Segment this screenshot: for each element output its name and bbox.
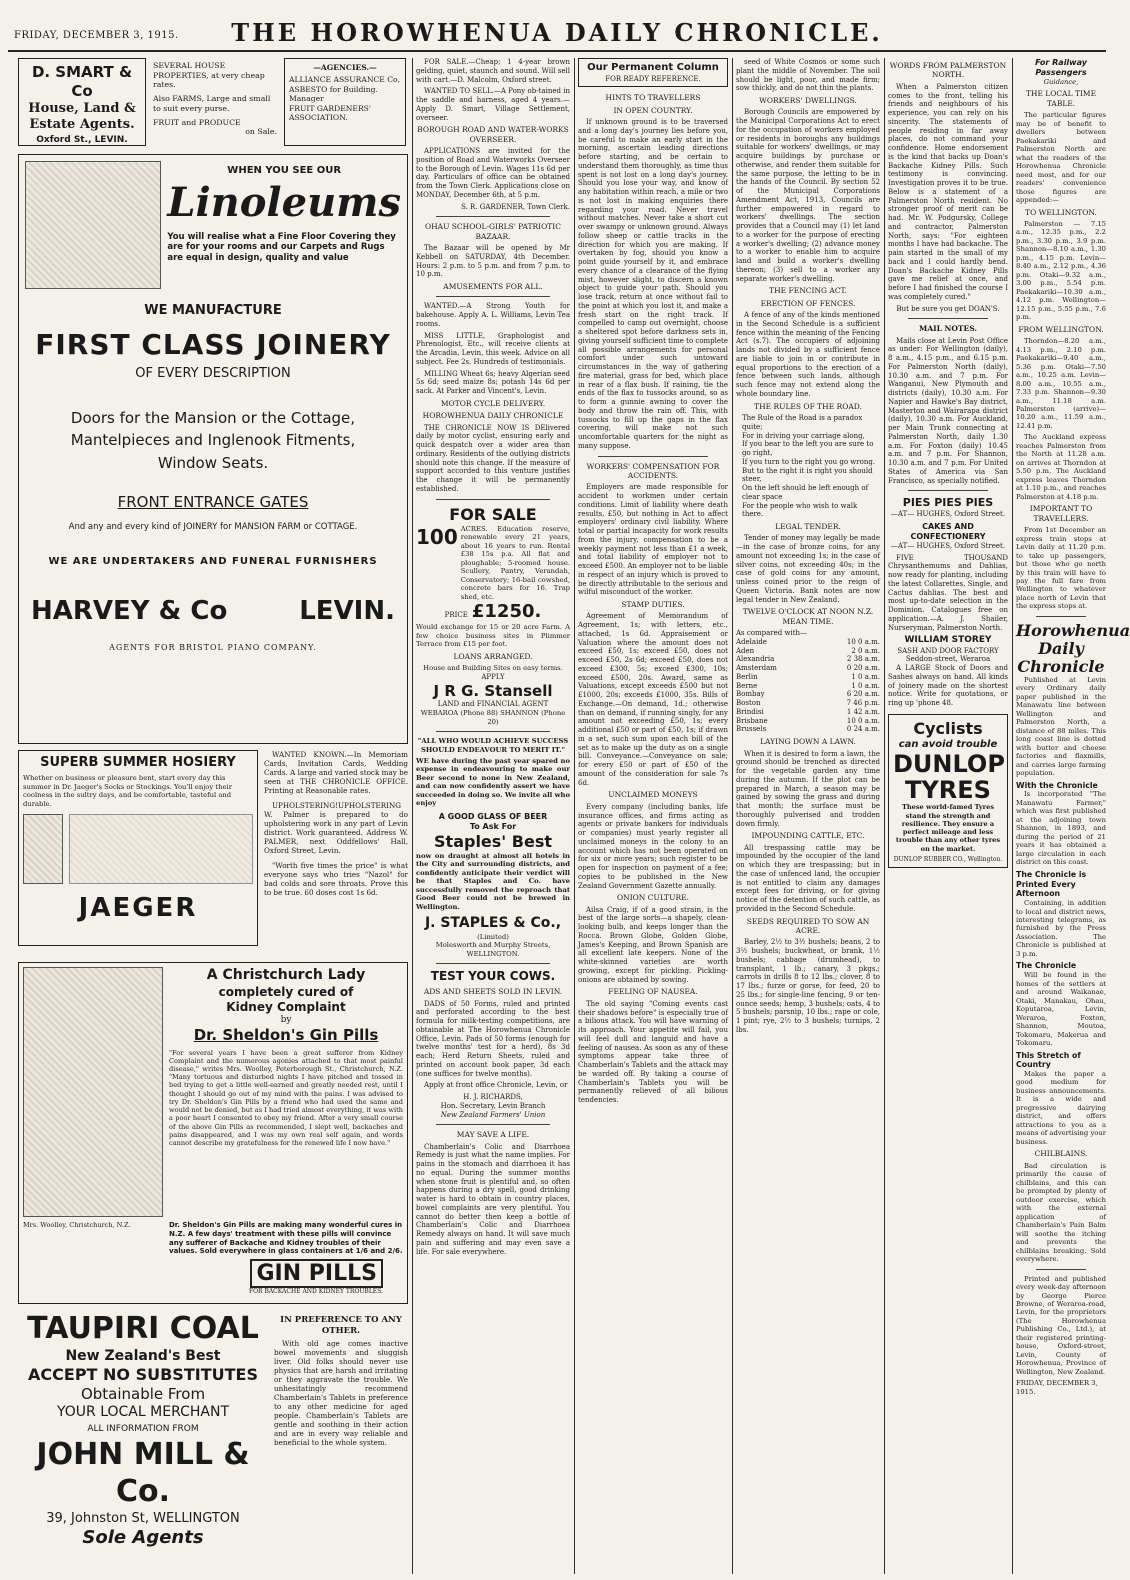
nausea-title: FEELING OF NAUSEA. xyxy=(608,987,698,997)
permanent-column-header xyxy=(578,58,728,87)
time-row xyxy=(736,708,880,717)
lawn-text: When it is desired to form a lawn, the ground should be trenched as directed for the vegetable garden any time during the autumn. If the plot can be prepared in March, a season may be gained by sowing the grass and during that month; the surface must be thoroughly pulverised and trodden down firmly. xyxy=(736,749,880,828)
taupiri-row xyxy=(18,1310,408,1549)
express-text: The Auckland express reaches Palmerston from the North at 11.28 a.m. on arrives at Thorndon at 5.50 p.m. The Auckland express leaves Thorndon at 1.10 p.m., and reaches Palmerston at 4.18 p.m. xyxy=(1016,433,1106,501)
time-value: 2 38 a.m. xyxy=(846,655,880,664)
circ-title: The Chronicle xyxy=(1016,961,1077,971)
classified-heading: AMUSEMENTS FOR ALL. xyxy=(443,282,543,291)
time-row xyxy=(736,664,880,673)
preference-text: With old age comes inactive bowel movements and sluggish liver. Old folks should never use physics that are harsh and irritating or they aggravate the trouble. We unhesitatingly recommend Chamberlain's Tablets in preference to any other medicine for aged people. Chamberlain's Tablets are gentle and soothing in their action and are in every way reliable and beneficial to the whole system. xyxy=(274,1339,408,1448)
road-line: If you turn to the right you go wrong. xyxy=(742,457,876,466)
staples-best: Staples' Best xyxy=(434,831,552,851)
forsale-terms: Would exchange for 15 or 20 acre Farm. A few choice business sites in Plimmer Terrace from £15 per foot. xyxy=(416,623,570,649)
time-row xyxy=(736,717,880,726)
stretch-text: Makes the paper a good medium for business announcements. It is a wide and progressive dairying district, and offers attractions to you as a means of advertising your business. xyxy=(1016,1069,1106,1146)
time-value: 1 42 a.m. xyxy=(846,707,880,716)
classified-heading: MOTOR CYCLE DELIVERY. xyxy=(440,398,546,408)
time-place: Boston xyxy=(736,699,761,708)
cows-sub: ADS AND SHEETS SOLD IN LEVIN. xyxy=(423,987,563,997)
column-1 xyxy=(18,58,408,1570)
time-value: 1 0 a.m. xyxy=(851,681,880,690)
agencies-line: Manager xyxy=(289,94,324,104)
time-place: Adelaide xyxy=(736,637,767,646)
gates-heading: FRONT ENTRANCE GATES xyxy=(117,492,309,511)
cows-role: Hon. Secretary, Levin Branch xyxy=(440,1101,546,1110)
nausea-text: The old saying "Coming events cast their shadows before" is especially true of a bilious attack. You will have warning of its approach. Your appetite will fail, you will feel dull and languid and have a feeling of nausea. As soon as any of these symptoms appear take three of Chamberlain's Tablets and the attack may be warded off. By taking a course of Chamberlain's Tablets you will be permanently relieved of all bilious tendencies. xyxy=(578,999,728,1104)
forsale-house: House and Building Sites on easy terms. xyxy=(423,664,563,673)
staples-ask: To Ask For xyxy=(469,821,517,831)
smart-ad xyxy=(18,58,146,146)
onion-text: Ailsa Craig, if of a good strain, is the best of the large sorts—a shapely, clean-looking bulb, and keeps longer than the Rocca. Brown Globe, Golden Globe, James's Keeping, and Brown Spanish are all excellent late keepers. None of the white-skinned varieties are worth growing, except for pickling. Pickling-onions are obtained by sowing. xyxy=(578,905,728,984)
hints-text: If unknown ground is to be traversed and a long day's journey lies before you, be careful to make an early start in the morning, ascertain leading directions before starting, and be certain to understand them thoroughly, as time thus spent is not lost on a long day's journey. Should you lose your way, and know of any habitation within reach, a mile or two is not lost in making enquiries there regarding your road. Never travel without matches. Never take a short cut over swampy or unknown ground. Always follow sheep or cattle tracks in the direction for which you are making. If overtaken by fog, should you know a point guide yourself by it, and embrace every chance of a clearance of the flying mist, however slight, to discern a known object to guide your path. Should you lose track, return at once without fail to the point at which you lost it, and make a fresh start on the right track. If compelled to camp out overnight, choose a sheltered spot before darkness sets in, giving yourself sufficient time to complete all possible arrangements for personal comfort under such untoward circumstances in the way of gathering fire material, grass for bed, which place in rear of a flax bush. If raining, tie the ends of the flax to tussocks around, so as to form a gunnie awning to cover the body and throw the rain off. This, with tussocks to fill up the gaps in the flax covering, will make not such uncomfortable quarters for the night as many suppose. xyxy=(578,118,729,450)
imprint-date: FRIDAY, DECEMBER 3, 1915. xyxy=(1016,1379,1098,1396)
time-value: 1 0 a.m. xyxy=(851,672,880,681)
taupiri-agents: Sole Agents xyxy=(82,1526,204,1548)
paper-name: Horowhenua Daily Chronicle xyxy=(1016,620,1130,676)
classified-heading: OHAU SCHOOL-GIRLS' PATRIOTIC BAZAAR. xyxy=(424,222,562,241)
smart-line3: Estate Agents. xyxy=(29,116,135,132)
column-2 xyxy=(416,58,570,1570)
preference-article xyxy=(274,1310,408,1549)
chilblains-text: Bad circulation is primarily the cause of chilblains, and this can be prompted by plenty of outdoor exercise, which with the external application of Chamberlain's Pain Balm will soothe the itching and prevents the chilblains breaking. Sold everywhere. xyxy=(1016,1161,1106,1264)
classified-heading: HOROWHENUA DAILY CHRONICLE xyxy=(422,411,564,421)
mail-text: Mails close at Levin Post Office as under: For Wellington (daily), 8 a.m., 4.15 p.m., and 6.15 p.m. For Palmerston North (daily), 10.30 a.m. and 7 p.m. For Wanganui, New Plymouth and districts (daily), 10.30 a.m. For Napier and Hawke's Bay district, Masterton and Wairarapa district (daily), 10.30 a.m. For Auckland, per Main Trunk connecting at Palmerston North, daily 1.30 a.m. For Foxton (daily) 10.45 a.m. and 7 p.m. For Shannon, 10.30 a.m. and 7 p.m. For United States of America via San Francisco, as specially notified. xyxy=(888,336,1008,485)
sheldon-caption: Mrs. Woolley, Christchurch, N.Z. xyxy=(23,1221,131,1229)
dunlop-ad xyxy=(888,714,1008,868)
gates-sub: And any and every kind of JOINERY for MANSION FARM or COTTAGE. xyxy=(68,521,358,532)
staples-firm: J. STAPLES & Co., xyxy=(424,915,562,932)
lawn-title: LAYING DOWN A LAWN. xyxy=(760,737,856,747)
time-value: 6 20 a.m. xyxy=(846,690,880,699)
masthead-date: FRIDAY, DECEMBER 3, 1915. xyxy=(14,30,179,41)
with-text: Is incorporated "The Manawatu Farmer," which was first published at the adjoining town Shannon, in 1893, and during the period of 21 years it has obtained a large circulation in each district on this coast. xyxy=(1016,790,1106,867)
sheldon-testimonial: "For several years I have been a great sufferer from Kidney Complaint and the numerous agonies attached to that most painful disease," writes Mrs. Woolley, Peterborough St., Christchurch, N.Z. "Many tortuous and disturbed nights I have pitched and tossed in bed trying to get a little well-earned and greatly needed rest, until I thought I should go out of my mind with the pains. I was advised to try Dr. Sheldon's Gin Pills by a friend who had used the same and would not be denied, but as I had tried almost everything, it was with a poor heart I consented to obey my friend. After a very small course of the above Gin Pills as recommended, I slept well, backaches and pains disappeared, and I was my own real self again, and words cannot describe my gratefulness for the renewed life I now have." xyxy=(169,1048,403,1148)
forsale-row xyxy=(416,525,570,601)
storey-text: A LARGE Stock of Doors and Sashes always on hand. All kinds of joinery made on the shortest notice. Write for quotations, or ring up 'phone 48. xyxy=(888,664,1008,708)
comp-text: Employers are made responsible for accident to workmen under certain conditions. Limit of liability where death results, £50, but nothing in Act to affect employers' ordinary civil liability. Where total or partial incapacity for work results from the injury, compensation to be a weekly payment not less than £1 a week, and total liability of employer not to exceed £500. An employer not to be liable in respect of an injury which is proved to be directly attributable to the serious and wilful misconduct of the worker. xyxy=(578,483,728,597)
smart-properties-line: SEVERAL HOUSE PROPERTIES, at very cheap rates. xyxy=(153,61,265,90)
time-value: 10 0 a.m. xyxy=(846,716,880,725)
dunlop-avoid: can avoid trouble xyxy=(898,738,998,750)
gin-pills-brand: GIN PILLS xyxy=(250,1259,383,1288)
staples-glass: A GOOD GLASS OF BEER xyxy=(438,811,548,821)
smart-ad-row xyxy=(18,58,408,150)
harvey-name: HARVEY & Co xyxy=(31,595,228,626)
classified-sign: S. R. GARDENER, Town Clerk. xyxy=(461,202,570,211)
agencies-title: —AGENCIES.— xyxy=(313,63,377,72)
onion-title: ONION CULTURE. xyxy=(616,893,690,903)
permanent-title: Our Permanent Column xyxy=(587,62,719,73)
masthead-title: THE HOROWHENUA DAILY CHRONICLE. xyxy=(231,18,883,47)
linoleums-heading: Linoleums xyxy=(167,178,401,226)
forsale-agent: J R G. Stansell xyxy=(433,681,553,700)
gin-pills-sub: FOR BACKACHE AND KIDNEY TROUBLES. xyxy=(248,1287,383,1295)
storey-addr: Seddon-street, Weraroa xyxy=(905,655,991,664)
agencies-line: ALLIANCE ASSURANCE Co, xyxy=(289,75,401,85)
smart-address: Oxford St., LEVIN. xyxy=(36,135,128,145)
unclaimed-title: UNCLAIMED MONEYS xyxy=(608,790,698,800)
sheldon-footer-row xyxy=(23,1221,403,1256)
forsale-price: £1250. xyxy=(471,600,542,622)
taupiri-accept: ACCEPT NO SUBSTITUTES xyxy=(28,1365,258,1384)
time-place: Bombay xyxy=(736,690,765,699)
forsale-phones: WEBAROA (Phone 88) SHANNON (Phone 20) xyxy=(420,709,566,726)
stamp-text: Agreement of Memorandum of Agreement, 1s; with letters, etc., attached, 1s 6d. Appraisement or Valuation where the amount does not exceed £50, 1s; exceed £50, does not exceed £50, 2s 6d; exceed £50, does not exceed £300, 5s; exceed £300, 10s; exceed £500, 20s. Award, same as Valuations, except exceeds £500 but not £1000, 20s; exceeds £1000, 35s. Bills of Exchange.—On demand, 1d.; otherwise than on demand, if running singly, for any amount not exceeding £50, 1s; every additional £50 or part of £50, 1s; if drawn in a set, such sum upon each bill of the set as to make up the duty as on a single bill. Conveyance.—Conveyance on sale; for every £50 or part of £50 of the amount of the consideration for sale 7s 6d. xyxy=(578,612,728,787)
fund-text: FIVE THOUSAND Chrysanthemums and Dahlias, now ready for planting, including the latest Collarettes, Single, and Cactus dahlias. The best and most up-to-date selection in the Dominion. Catalogues free on application.—A. J. Shailer, Nurseryman, Palmerston North. xyxy=(888,553,1008,632)
masthead xyxy=(8,4,1106,52)
smart-properties-line: on Sale. xyxy=(245,127,277,137)
time-row xyxy=(736,673,880,682)
column-rule xyxy=(1012,58,1013,1574)
time-row xyxy=(736,682,880,691)
road-line: On the left should be left enough of clear space xyxy=(742,484,869,501)
lady-portrait xyxy=(23,967,163,1217)
column-rule xyxy=(574,58,575,1574)
rail-intro: The particular figures may be of benefit to dwellers between Paekakariki and Palmerston North are what the readers of the Horowhenua Chronicle need most, and for our readers' convenience those figures are appended:— xyxy=(1016,111,1106,205)
staples-quote: "ALL WHO WOULD ACHIEVE SUCCESS SHOULD ENDEAVOUR TO MERIT IT." xyxy=(417,737,569,754)
classified-heading: BOROUGH ROAD AND WATER-WORKS OVERSEER. xyxy=(417,125,569,144)
cows-union: New Zealand Farmers' Union xyxy=(440,1110,546,1119)
impound-text: All trespassing cattle may be impounded by the occupier of the land on which they are trespassing; but in the case of unfenced land, the occupier is not entitled to claim any damages except fees for driving, or for giving notice of the detention of such cattle, as provided in the Second Schedule. xyxy=(736,843,880,913)
jaeger-brand: JAEGER xyxy=(78,893,198,924)
column-4 xyxy=(736,58,880,1570)
when-you-see: WHEN YOU SEE OUR xyxy=(227,165,342,176)
time-value: 7 46 p.m. xyxy=(846,699,880,708)
mail-title: MAIL NOTES. xyxy=(919,324,977,334)
tender-text: Tender of money may legally be made—in the case of bronze coins, for any amount not exceeding 1s; in the case of silver coins, not exceeding 40s; in the case of gold coins for any amount, unless coined prior to the reign of Queen Victoria. Bank notes are now legal tender in New Zealand. xyxy=(736,534,880,604)
cakes-sub: —AT— HUGHES, Oxford Street. xyxy=(890,541,1006,550)
printed-title: The Chronicle is Printed Every Afternoon xyxy=(1016,869,1087,899)
forsale-title: FOR SALE xyxy=(449,504,537,524)
chilblains-title: CHILBLAINS. xyxy=(1034,1149,1088,1159)
from-wgtn-title: FROM WELLINGTON. xyxy=(1018,324,1104,334)
time-place: Brisbane xyxy=(736,716,768,725)
harvey-town: LEVIN. xyxy=(299,595,395,626)
smart-name: D. SMART & Co xyxy=(31,63,133,100)
time-row xyxy=(736,690,880,699)
sheldon-h2: completely cured of xyxy=(218,984,354,999)
dunlop-cyclists: Cyclists xyxy=(913,718,983,738)
sheldon-h5: Dr. Sheldon's Gin Pills xyxy=(193,1025,379,1044)
classified-ad: MILLING Wheat 6s; heavy Algerian seed 5s 6d; seed maize 8s; potash 14s 6d per sack. At Parker and Vincent's, Levin. xyxy=(416,369,570,396)
staples-text2: now on draught at almost all hotels in the City and surrounding districts, and confidently anticipate their verdict will be that Staples and Co. have successfully removed the reproach that Good Beer could not be brewed in Wellington. xyxy=(416,851,570,911)
sheldon-h3: Kidney Complaint xyxy=(226,999,346,1014)
time-row xyxy=(736,725,880,734)
road-line: If you bear to the left you are sure to go right, xyxy=(742,440,874,457)
doors-line: Window Seats. xyxy=(157,454,269,472)
time-place: Brussels xyxy=(736,725,767,734)
time-row xyxy=(736,647,880,656)
time-place: Berne xyxy=(736,681,758,690)
column-3 xyxy=(578,58,728,1570)
cosmos-text: seed of White Cosmos or some such plant the middle of November. The soil should be light, poor, and made firm; sow thickly, and do not thin the plants. xyxy=(736,58,880,93)
staples-ad xyxy=(416,737,570,958)
comp-title: WORKERS' COMPENSATION FOR ACCIDENTS. xyxy=(586,461,720,480)
with-title: With the Chronicle xyxy=(1016,780,1098,790)
taupiri-merchant: YOUR LOCAL MERCHANT xyxy=(56,1403,229,1420)
every-description: OF EVERY DESCRIPTION xyxy=(135,366,291,382)
time-row xyxy=(736,699,880,708)
time-place: Aden xyxy=(736,646,755,655)
classified-ad: THE CHRONICLE NOW IS DElivered daily by motor cyclist, ensuring early and quick despatch over a wider area than ordinary. Residents of the outlying districts should note this change. If the measure of support accorded to this venture justifies the change it will be permanently established. xyxy=(416,423,570,493)
seeds-text: Barley, 2½ to 3½ bushels; beans, 2 to 3½ bushels; buckwheat, or brank, 1½ bushels; cabbage (drumhead), to transplant, 1 lb.; canary, 3 pkgs.; carrots in drills 8 to 12 lbs.; clover, 8 to 17 lbs.; furze or gorse, for feed, 20 to 25 lbs.; for single-line fencing, 9 or ten-ounce seeds; hemp, 3 bushels; oats, 4 to 5 bushels; parsnip, 10 lbs.; rape or cole, 1 pint; rye, 2½ to 3 bushels; turnips, 2 lbs. xyxy=(736,938,880,1034)
classified-ad: FOR SALE.—Cheap; 1 4-year brown gelding, quiet, staunch and sound. Will sell with cart.—D. Malcolm, Oxford street. xyxy=(416,58,570,84)
jaeger-ad xyxy=(18,750,258,946)
important-text: From 1st December an express train stops at Levin daily at 11.20 p.m. to take up passengers, but those who go north by this train will have to pay the full fare from Wellington to whatever place north of Levin that the express stops at. xyxy=(1016,526,1106,611)
time-sub: As compared with— xyxy=(736,629,808,638)
classified-ad: WANTED TO SELL.—A Pony ob-tained in the saddle and harness, aged 4 years.—Apply D. Smart, Village Settlement, overseer. xyxy=(416,87,570,122)
undertakers: WE ARE UNDERTAKERS AND FUNERAL FURNISHERS xyxy=(48,556,378,568)
sheldon-ad xyxy=(18,962,408,1304)
gin-pills-logo xyxy=(23,1260,383,1295)
time-place: Berlin xyxy=(736,672,758,681)
jaeger-title: SUPERB SUMMER HOSIERY xyxy=(40,755,236,770)
taupiri-firm: JOHN MILL & Co. xyxy=(36,1436,250,1509)
road-title: THE RULES OF THE ROAD. xyxy=(754,401,862,411)
life-title: MAY SAVE A LIFE. xyxy=(456,1130,530,1140)
taupiri-title: TAUPIRI COAL xyxy=(27,1311,259,1346)
newspaper-page xyxy=(8,4,1130,1576)
road-line: For the people who wish to walk there. xyxy=(742,501,858,519)
fencing-title: THE FENCING ACT. xyxy=(769,286,847,296)
classified-ad: WANTED.—A Strong Youth for bakehouse. Apply A. L. Williams, Levin Tea rooms. xyxy=(416,302,570,328)
palm-text: When a Palmerston citizen comes to the front, telling his friends and neighbours of his experience, you can rely on his sincerity. The statements of people residing in far away places, do not command your confidence. Home endorsement is the kind that backs up Doan's Backache Kidney Pills. Such testimony is convincing. Investigation proves it to be true. Below is a statement of a Palmerston North resident. No stronger proof of merit can be had. Mr. W. Podgursky, College and contractor, Palmerston North, says: "For eighteen months I have had backache. The pain started in the small of my back and I could hardly bend. Doan's Backache Kidney Pills gave me relief at once, and before I had finished the course I was completely cured." xyxy=(888,82,1008,301)
classified-ad: APPLICATIONS are invited for the position of Road and Waterworks Overseer to the Borough of Levin. Wages 11s 6d per day. Particulars of office can be obtained from the Town Clerk. Applications close on MONDAY, December 6th, at 5 p.m. xyxy=(416,147,570,199)
linoleum-text xyxy=(167,161,401,289)
taupiri-info: ALL INFORMATION FROM xyxy=(87,1424,199,1435)
seeds-title: SEEDS REQUIRED TO SOW AN ACRE. xyxy=(746,916,870,935)
taupiri-ad xyxy=(18,1310,268,1549)
forsale-apply: APPLY xyxy=(481,672,505,681)
smart-line2: House, Land & xyxy=(28,100,136,116)
forsale-agent-sub: LAND and FINANCIAL AGENT xyxy=(437,700,549,709)
pies-line: PIES PIES PIES xyxy=(902,496,994,510)
time-place: Alexandria xyxy=(736,655,775,664)
room-illustration xyxy=(25,161,161,289)
column-rule xyxy=(412,58,413,1574)
we-manufacture: WE MANUFACTURE xyxy=(144,303,282,318)
smart-properties-line: FRUIT and PRODUCE xyxy=(153,117,241,127)
taupiri-best: New Zealand's Best xyxy=(65,1347,221,1364)
dunlop-foot: DUNLOP RUBBER CO., Wellington. xyxy=(893,855,1003,863)
road-line: But to the right it is right you should steer, xyxy=(742,466,873,484)
classified-ad: The Bazaar will be opened by Mr Kebbell on SATURDAY, 4th December. Hours: 2 p.m. to 5 p.m. and from 7 p.m. to 10 p.m. xyxy=(416,244,570,279)
cows-name: H. J. RICHARDS, xyxy=(463,1093,523,1102)
road-line: The Rule of the Road is a paradox quite; xyxy=(742,414,863,431)
time-value: 0 20 a.m. xyxy=(846,664,880,673)
permanent-sub: FOR READY REFERENCE. xyxy=(605,74,701,83)
published-text: Published at Levin every Ordinary daily paper published in the Manawatu line between Wellington and Palmerston North, a distance of 88 miles. This long coast line is dotted with butter and cheese factories and flaxmills, and carries large farming population. xyxy=(1016,675,1106,778)
sheldon-row xyxy=(23,967,403,1217)
linoleum-blurb: You will realise what a Fine Floor Covering they are for your rooms and our Carpets and Rugs are equal in design, quality and value xyxy=(167,231,396,263)
rail-title: For Railway Passengers xyxy=(1035,58,1087,77)
rail-local: THE LOCAL TIME TABLE. xyxy=(1025,89,1097,108)
life-text: Chamberlain's Colic and Diarrhoea Remedy is just what the name implies. For pains in the stomach and diarrhoea it has no equal. During the summer months when stone fruit is plentiful and, so often happens during a dry spell, good drinking water is hard to obtain in country places, bowel complaints are very plentiful. You cannot do better then keep a bottle of Chamberlain's Colic and Diarrhoea Remedy always on hand. It will save much pain and suffering and may even save a life. For sale everywhere. xyxy=(416,1142,570,1256)
staples-addr: Molesworth and Murphy Streets, WELLINGTON. xyxy=(435,941,551,958)
forsale-ad xyxy=(416,505,570,726)
hosiery-illustration xyxy=(23,814,63,884)
forsale-text: ACRES. Education reserve, renewable every 21 years, about 16 years to run. Rental £38 15s p.a. All flat and ploughable; 5-roomed house. Scullery, Pantry, Verandah, Conservatory; 16-bail cowshed, concrete bars for 16. Trap shed, etc. xyxy=(460,524,570,601)
tender-title: LEGAL TENDER. xyxy=(775,522,841,531)
stamp-title: STAMP DUTIES. xyxy=(621,600,685,609)
time-place: Brindisi xyxy=(736,707,764,716)
jaeger-text: Whether on business or pleasure bent, start every day this summer in Dr. Jaeger's Socks or Stockings. You'll enjoy their coolness in the sultry days, and be comfortable, tasteful and durable. xyxy=(23,774,232,808)
linoleum-row xyxy=(25,161,401,289)
rail-sub: Guidance, xyxy=(1043,78,1079,86)
dwell-text: Borough Councils are empowered by the Municipal Corporations Act to erect for the occupation of workers employed or residents in boroughs any buildings suitable for workers' dwellings, or may acquire buildings by purchase or otherwise, and render them suitable for the same purpose, the letting to be in the hands of the Council. By section 52 of the Municipal Corporations Amendment Act, 1913, Councils are further empowered in regard to workers' dwellings. The section provides that a Council may (1) let land to a worker for the purpose of erecting a worker's dwelling; (2) advance money to a worker to enable him to acquire land and build a worker's dwelling thereon; (3) sell to a worker any separate worker's dwelling. xyxy=(736,108,880,283)
dwell-title: WORKERS' DWELLINGS. xyxy=(759,96,857,105)
time-row xyxy=(736,655,880,664)
doors-line: Doors for the Mansion or the Cottage, xyxy=(70,408,356,427)
doors-line: Mantelpieces and Inglenook Fitments, xyxy=(70,431,356,450)
to-wgtn-text: Palmerston — 7.15 a.m., 12.35 p.m., 2.2 p.m., 3.30 p.m., 3.9 p.m. Shannon—8.10 a.m., 1.30 p.m., 4.15 p.m. Levin—8.40 a.m., 2.12 p.m., 4.36 p.m. Otaki—9.32 a.m., 3.00 p.m., 5.54 p.m. Paekakariki—10.30 a.m., 4.12 p.m. Wellington—12.15 p.m., 5.55 p.m., 7.6 p.m. xyxy=(1016,219,1106,322)
smart-properties-line: Also FARMS, Large and small to suit every purse. xyxy=(153,94,271,113)
time-value: 0 24 a.m. xyxy=(846,725,880,734)
agencies-line: ASBESTO for Building. xyxy=(289,84,378,94)
impound-title: IMPOUNDING CATTLE, ETC. xyxy=(751,831,865,841)
column-6 xyxy=(1016,58,1130,1570)
dunlop-brand: DUNLOP TYRES xyxy=(893,750,1005,805)
cows-ad xyxy=(416,969,570,1119)
cows-apply: Apply at front office Chronicle, Levin, or xyxy=(424,1081,568,1090)
time-row xyxy=(736,638,880,647)
unclaimed-text: Every company (including banks, life insurance offices, and firms acting as agents or private bankers for individuals or companies) must yearly register all unclaimed moneys in the colony to an account which has not been operated on for six or more years; such register to be open for inspection on payment of a fee; copies to be published in the New Zealand Government Gazette annually. xyxy=(578,802,728,890)
jaeger-prices xyxy=(23,814,253,884)
circ-text: Will be found in the homes of the settlers at and around Waikanae, Otaki, Manakau, Ohau, Koputaroa, Levin, Weraroa, Foxton, Shannon, Moutoa, Tokomaru, Makerua and Tokomaru. xyxy=(1016,971,1106,1048)
classified-ad: MISS LITTLE, Graphologist and Phrenologist, Etc., will receive clients at the Arcadia, Levin, this week. Advice on all subject. Fee 2s. Hundreds of testimonials. xyxy=(416,331,570,366)
forsale-acres: 100 xyxy=(416,524,458,549)
staples-text: WE have during the past year spared no expense in endeavouring to make our Beer second to none in New Zealand, and can now confidently assert we have succeeded in doing so. We invite all who enjoy xyxy=(416,756,570,808)
price-table xyxy=(69,814,253,884)
joinery-heading: FIRST CLASS JOINERY xyxy=(35,328,391,362)
pies-sub: —AT— HUGHES, Oxford Street. xyxy=(890,510,1006,519)
time-table xyxy=(736,638,880,734)
harvey-name-row xyxy=(31,595,395,628)
hints-title: HINTS TO TRAVELLERS xyxy=(605,93,701,103)
preference-title: IN PREFERENCE TO ANY OTHER. xyxy=(280,1315,402,1336)
storey-name: WILLIAM STOREY xyxy=(904,635,992,646)
fencing-sub: ERECTION OF FENCES. xyxy=(760,298,856,308)
to-wgtn-title: TO WELLINGTON. xyxy=(1025,207,1097,217)
sheldon-h1: A Christchurch Lady xyxy=(206,967,366,983)
sheldon-footer: Dr. Sheldon's Gin Pills are making many wonderful cures in N.Z. A few days' treatment with these pills will convince any sufferer of Backache and Kidney troubles of their values. Sold everywhere in glass containers at 1/6 and 2/6. xyxy=(169,1221,403,1256)
cakes-line: CAKES AND CONFECTIONERY xyxy=(910,521,986,541)
column-rule xyxy=(732,58,733,1574)
cows-text: DADS of 50 Forms, ruled and printed and perforated according to the best formula for milk-testing competitions, are obtainable at The Horowhenua Chronicle Office, Levin. Pads of 50 forms (enough for twelve months' test for a herd), 8s 3d each; Herd Return Sheets, ruled and printed on account book paper, 3d each (one suffices for twelve months). xyxy=(416,999,570,1078)
palm-price: But be sure you get DOAN'S. xyxy=(896,304,1000,313)
forsale-price-row xyxy=(416,601,570,624)
printed-text: Containing, in addition to local and district news, interesting telegrams, as furnished by the Press Association. The Chronicle is published at 3 p.m. xyxy=(1016,899,1106,958)
staples-ltd: (Limited) xyxy=(477,932,509,941)
taupiri-obtain: Obtainable From xyxy=(80,1385,206,1403)
road-poem xyxy=(736,414,880,519)
dunlop-text: These world-famed Tyres stand the strength and resilience. They ensure a perfect mileage and less trouble than any other tyres on the market. xyxy=(895,803,1001,853)
time-value: 10 0 a.m. xyxy=(846,637,880,646)
wanted-known: WANTED KNOWN.—In Memoriam Cards, Invitation Cards, Wedding Cards. A large and varied stock may be seen at THE CHRONICLE OFFICE. Printing at Reasonable rates. UPHOLSTERING!UPHOLSTERING W. Palmer is prepared to do upholstering work in any part of Levin district. Work guaranteed. Address W. PALMER, next Oddfellows' Hall, Oxford Street, Levin. "Worth five times the price" is what everyone says who tries "Nazol" for bad colds and sore throats. Prove this to be true. 60 doses cost 1s 6d. xyxy=(264,750,408,897)
taupiri-address: 39, Johnston St, WELLINGTON xyxy=(46,1510,240,1526)
time-value: 2 0 a.m. xyxy=(851,646,880,655)
hints-country: IN OPEN COUNTRY. xyxy=(613,105,693,115)
sheldon-h4: by xyxy=(280,1014,292,1025)
stretch-title: This Stretch of Country xyxy=(1016,1050,1081,1070)
imprint-text: Printed and published every week-day afternoon by George Pierce Browne, of Weraroa-road, Levin, for the proprietors (The Horowhenua Publishing Co., Ltd.), at their registered printing-house, Oxford-street, Levin, County of Horowhenua, Province of Wellington, New Zealand. xyxy=(1016,1274,1106,1376)
important-title: IMPORTANT TO TRAVELLERS. xyxy=(1029,504,1093,523)
harvey-agents: AGENTS FOR BRISTOL PIANO COMPANY. xyxy=(109,643,317,653)
storey-l1: SASH AND DOOR FACTORY xyxy=(897,646,999,655)
fencing-text: A fence of any of the kinds mentioned in the Second Schedule is a sufficient fence within the meaning of the Fencing Act (s.7). The occupiers of adjoining lands not divided by a sufficient fence are liable to join in or contribute in equal proportions to the erection of a fence between such lands, although such fence may not extend along the whole boundary line. xyxy=(736,311,880,398)
smart-properties xyxy=(150,58,280,150)
time-title: TWELVE O'CLOCK AT NOON N.Z. MEAN TIME. xyxy=(742,607,874,626)
road-line: For in driving your carriage along, xyxy=(742,431,865,440)
forsale-price-label: PRICE xyxy=(444,610,468,619)
forsale-loans: LOANS ARRANGED. xyxy=(453,651,533,661)
column-rule xyxy=(884,58,885,1574)
time-place: Amsterdam xyxy=(736,664,777,673)
palm-title: WORDS FROM PALMERSTON NORTH. xyxy=(889,61,1007,80)
smart-agencies xyxy=(284,58,406,146)
column-5 xyxy=(888,58,1008,1570)
cows-title: TEST YOUR COWS. xyxy=(430,969,556,984)
harvey-ad xyxy=(18,154,408,744)
sheldon-text xyxy=(169,967,403,1217)
from-wgtn-text: Thorndon—8.20 a.m., 4.13 p.m., 2.10 p.m. Paekakariki—9.40 a.m., 5.36 p.m. Otaki—7.50 a.m., 10.25 a.m. Levin—8.00 a.m., 10.55 a.m., 7.33 p.m. Shannon—9.30 a.m., 11.18 a.m. Palmerston (arrive)—10.20 a.m., 11.59 a.m., 12.41 p.m. xyxy=(1016,337,1106,430)
agencies-line: FRUIT GARDENERS' ASSOCIATION. xyxy=(289,103,371,123)
jaeger-row xyxy=(18,750,408,950)
